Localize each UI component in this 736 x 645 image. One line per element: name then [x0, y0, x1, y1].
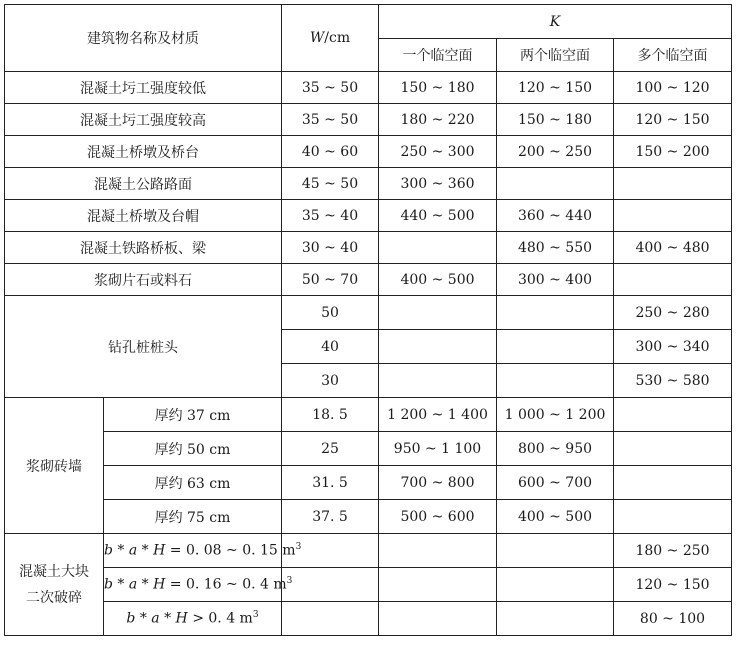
row-k2 [497, 168, 614, 200]
row-sub: 厚约 50 cm [104, 432, 282, 466]
row-condition [104, 602, 282, 636]
row-k3 [614, 466, 732, 500]
row-k1: 300 ~ 360 [379, 168, 497, 200]
row-w: 31. 5 [282, 466, 379, 500]
row-k3: 120 ~ 150 [614, 104, 732, 136]
header-k-two-faces: 两个临空面 [497, 39, 614, 72]
row-k1: 700 ~ 800 [379, 466, 497, 500]
formula-range: > 0. 4 m [187, 610, 253, 627]
row-w: 40 [282, 330, 379, 364]
row-k3: 400 ~ 480 [614, 232, 732, 264]
row-w: 25 [282, 432, 379, 466]
row-k1: 400 ~ 500 [379, 264, 497, 296]
formula-range: = 0. 08 ~ 0. 15 m [165, 542, 296, 559]
row-w: 40 ~ 60 [282, 136, 379, 168]
row-w: 35 ~ 50 [282, 104, 379, 136]
table-row [5, 466, 732, 500]
row-k1: 1 200 ~ 1 400 [379, 398, 497, 432]
table-row [5, 168, 732, 200]
row-k1 [379, 568, 497, 602]
table-row [5, 398, 732, 432]
row-k3: 100 ~ 120 [614, 72, 732, 104]
row-k2: 1 000 ~ 1 200 [497, 398, 614, 432]
formula-exponent: 3 [252, 610, 259, 621]
table-row [5, 500, 732, 534]
row-k3 [614, 500, 732, 534]
formula-exponent: 3 [295, 542, 302, 553]
table-row [5, 264, 732, 296]
k-coefficient-table [4, 4, 732, 636]
header-row-1 [5, 5, 732, 39]
header-w-var: W [309, 30, 325, 46]
row-name: 混凝土铁路桥板、梁 [5, 232, 282, 264]
row-k2: 200 ~ 250 [497, 136, 614, 168]
row-k2: 150 ~ 180 [497, 104, 614, 136]
group-name-wall: 浆砌砖墙 [5, 398, 104, 534]
row-k2 [497, 330, 614, 364]
row-w: 35 ~ 50 [282, 72, 379, 104]
row-k1 [379, 364, 497, 398]
row-k1 [379, 602, 497, 636]
row-k2: 480 ~ 550 [497, 232, 614, 264]
row-k1 [379, 534, 497, 568]
row-k3: 300 ~ 340 [614, 330, 732, 364]
row-k1: 150 ~ 180 [379, 72, 497, 104]
row-k1 [379, 330, 497, 364]
row-k2: 600 ~ 700 [497, 466, 614, 500]
row-w: 35 ~ 40 [282, 200, 379, 232]
row-k1: 250 ~ 300 [379, 136, 497, 168]
table-row [5, 602, 732, 636]
row-condition [104, 568, 293, 602]
group-name-block-line1: 混凝土大块 [19, 563, 89, 580]
row-w [282, 602, 379, 636]
row-k2 [497, 364, 614, 398]
row-w: 30 ~ 40 [282, 232, 379, 264]
row-k2: 300 ~ 400 [497, 264, 614, 296]
row-k1 [379, 296, 497, 330]
row-k3 [614, 432, 732, 466]
row-w: 45 ~ 50 [282, 168, 379, 200]
row-k1 [379, 232, 497, 264]
table-row [5, 534, 732, 568]
row-k3: 530 ~ 580 [614, 364, 732, 398]
table-row [5, 200, 732, 232]
row-k2: 120 ~ 150 [497, 72, 614, 104]
row-name: 浆砌片石或料石 [5, 264, 282, 296]
row-k3: 250 ~ 280 [614, 296, 732, 330]
row-w: 50 ~ 70 [282, 264, 379, 296]
table-row [5, 432, 732, 466]
row-k2: 400 ~ 500 [497, 500, 614, 534]
row-k3 [614, 168, 732, 200]
header-k: K [379, 5, 732, 39]
row-k1: 950 ~ 1 100 [379, 432, 497, 466]
table-row [5, 568, 732, 602]
formula-range: = 0. 16 ~ 0. 4 m [165, 576, 287, 593]
group-name-block-line2: 二次破碎 [26, 589, 82, 606]
formula-exponent: 3 [286, 576, 293, 587]
row-k3 [614, 200, 732, 232]
row-k2 [497, 568, 614, 602]
row-k3: 120 ~ 150 [614, 568, 732, 602]
row-w: 18. 5 [282, 398, 379, 432]
row-k2: 360 ~ 440 [497, 200, 614, 232]
row-k3: 180 ~ 250 [614, 534, 732, 568]
table-row [5, 136, 732, 168]
row-k2 [497, 534, 614, 568]
row-k2 [497, 602, 614, 636]
table-row [5, 72, 732, 104]
header-w [282, 5, 379, 72]
header-k-one-face: 一个临空面 [379, 39, 497, 72]
row-k3 [614, 398, 732, 432]
row-k3 [614, 264, 732, 296]
row-condition [104, 534, 302, 568]
row-name: 混凝土公路路面 [5, 168, 282, 200]
row-name: 混凝土桥墩及台帽 [5, 200, 282, 232]
header-w-unit: /cm [324, 30, 351, 46]
table-row [5, 232, 732, 264]
row-k1: 440 ~ 500 [379, 200, 497, 232]
row-name: 混凝土桥墩及桥台 [5, 136, 282, 168]
table-row [5, 296, 732, 330]
row-k2: 800 ~ 950 [497, 432, 614, 466]
row-w: 50 [282, 296, 379, 330]
row-sub: 厚约 75 cm [104, 500, 282, 534]
row-w [282, 568, 379, 602]
formula-vars: b * a * H [126, 610, 188, 627]
row-k2 [497, 296, 614, 330]
header-k-multi-faces: 多个临空面 [614, 39, 732, 72]
table-row [5, 104, 732, 136]
group-name-pile: 钻孔桩桩头 [5, 296, 282, 398]
row-k1: 180 ~ 220 [379, 104, 497, 136]
row-k3: 150 ~ 200 [614, 136, 732, 168]
row-w: 37. 5 [282, 500, 379, 534]
row-k3: 80 ~ 100 [614, 602, 732, 636]
formula-vars: b * a * H [104, 576, 166, 593]
header-material: 建筑物名称及材质 [5, 5, 282, 72]
row-sub: 厚约 63 cm [104, 466, 282, 500]
row-name: 混凝土圬工强度较高 [5, 104, 282, 136]
row-name: 混凝土圬工强度较低 [5, 72, 282, 104]
row-sub: 厚约 37 cm [104, 398, 282, 432]
row-k1: 500 ~ 600 [379, 500, 497, 534]
group-name-block [5, 534, 104, 636]
row-w: 30 [282, 364, 379, 398]
formula-vars: b * a * H [104, 542, 166, 559]
